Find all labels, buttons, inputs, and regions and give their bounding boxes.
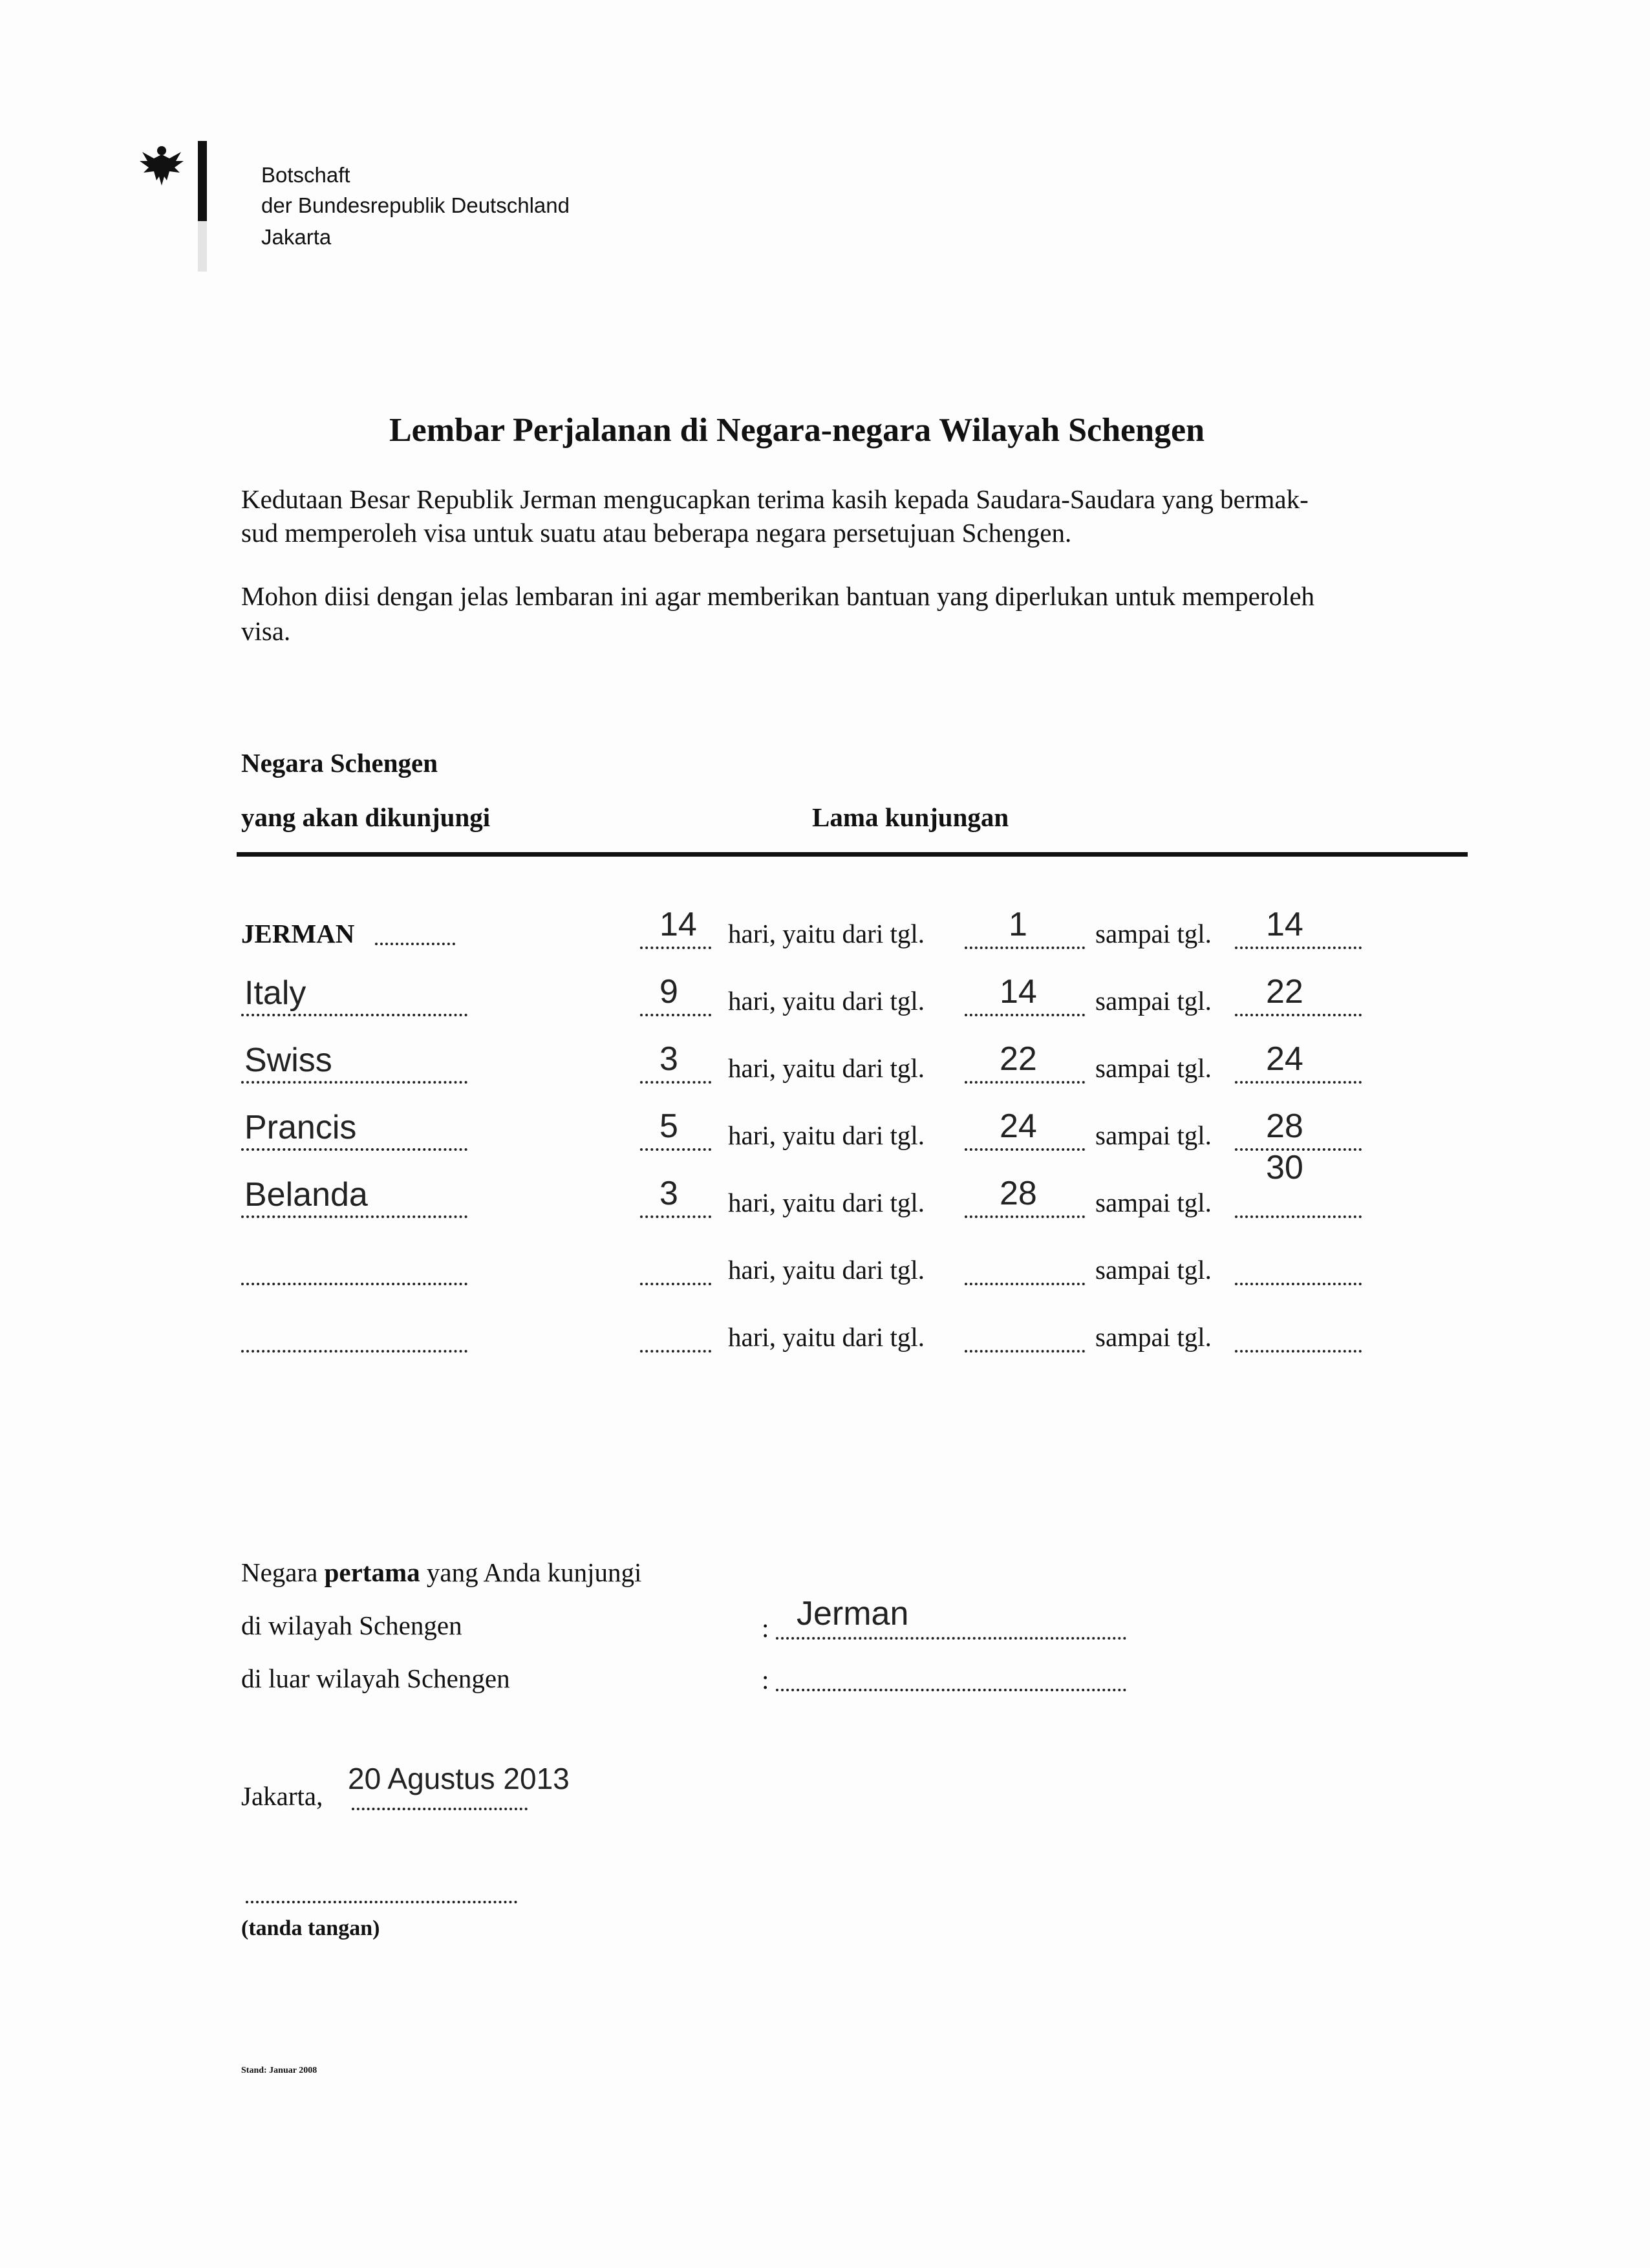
days-value: 3 — [659, 1175, 678, 1212]
to-date-value: 24 — [1266, 1040, 1303, 1078]
days-value: 5 — [659, 1107, 678, 1145]
to-date-field[interactable] — [1235, 1081, 1362, 1084]
col2-header: Lama kunjungan — [812, 802, 1009, 832]
from-date-field[interactable] — [965, 1350, 1085, 1353]
days-value: 14 — [659, 906, 697, 943]
days-field[interactable] — [640, 1081, 711, 1084]
to-date-field[interactable] — [1235, 1283, 1362, 1285]
days-field[interactable] — [640, 1148, 711, 1151]
country-name: JERMAN — [241, 919, 355, 948]
to-date-field[interactable] — [1235, 1215, 1362, 1218]
to-date-value: 30 — [1266, 1149, 1303, 1186]
inside-schengen-label: di wilayah Schengen — [241, 1610, 462, 1640]
hari-text: hari, yaitu dari tgl. — [728, 1120, 925, 1150]
days-field[interactable] — [640, 1215, 711, 1218]
signature-date: 20 Agustus 2013 — [348, 1762, 570, 1795]
inside-colon: : — [762, 1613, 769, 1643]
from-date-field[interactable] — [965, 1081, 1085, 1084]
country-field[interactable] — [241, 1148, 467, 1151]
sampai-text: sampai tgl. — [1095, 1322, 1212, 1352]
days-field[interactable] — [640, 947, 711, 949]
from-date-value: 24 — [1000, 1107, 1037, 1145]
org-line-1: Botschaft — [261, 163, 350, 187]
to-date-value: 14 — [1266, 906, 1303, 943]
country-field[interactable] — [375, 943, 455, 945]
signature-field[interactable] — [246, 1901, 517, 1903]
page-title: Lembar Perjalanan di Negara-negara Wilayah Schengen — [389, 412, 1205, 449]
sampai-text: sampai tgl. — [1095, 1188, 1212, 1217]
sampai-text: sampai tgl. — [1095, 986, 1212, 1016]
country-name: Swiss — [244, 1042, 332, 1079]
stand-note: Stand: Januar 2008 — [241, 2066, 317, 2075]
hari-text: hari, yaitu dari tgl. — [728, 1188, 925, 1217]
country-field[interactable] — [241, 1081, 467, 1084]
col1-header-line1: Negara Schengen — [241, 748, 438, 778]
hari-text: hari, yaitu dari tgl. — [728, 1322, 925, 1352]
inside-schengen-value: Jerman — [797, 1595, 909, 1632]
letterhead-bar — [198, 141, 207, 221]
org-line-2: der Bundesrepublik Deutschland — [261, 193, 570, 217]
first-country-label-bold: pertama — [324, 1557, 420, 1587]
to-date-field[interactable] — [1235, 1350, 1362, 1353]
hari-text: hari, yaitu dari tgl. — [728, 919, 925, 948]
date-field[interactable] — [352, 1808, 528, 1810]
hari-text: hari, yaitu dari tgl. — [728, 1053, 925, 1083]
from-date-value: 22 — [1000, 1040, 1037, 1078]
first-country-label — [241, 1559, 641, 1586]
days-value: 3 — [659, 1040, 678, 1078]
from-date-field[interactable] — [965, 947, 1085, 949]
from-date-field[interactable] — [965, 1148, 1085, 1151]
country-field[interactable] — [241, 1215, 467, 1218]
country-name: Prancis — [244, 1109, 357, 1146]
from-date-value: 28 — [1000, 1175, 1037, 1212]
from-date-value: 1 — [1009, 906, 1027, 943]
to-date-value: 22 — [1266, 973, 1303, 1011]
country-field[interactable] — [241, 1014, 467, 1016]
to-date-field[interactable] — [1235, 947, 1362, 949]
sampai-text: sampai tgl. — [1095, 1120, 1212, 1150]
intro-p1-line2: sud memperoleh visa untuk suatu atau beberapa negara persetujuan Schengen. — [241, 518, 1072, 548]
federal-eagle-icon — [136, 139, 188, 191]
sampai-text: sampai tgl. — [1095, 1255, 1212, 1285]
from-date-value: 14 — [1000, 973, 1037, 1011]
intro-p1-line1: Kedutaan Besar Republik Jerman mengucapkan terima kasih kepada Saudara-Saudara yang bermak- — [241, 484, 1309, 514]
days-field[interactable] — [640, 1283, 711, 1285]
letterhead-bar-shadow — [198, 221, 207, 272]
signature-label: (tanda tangan) — [241, 1916, 380, 1940]
signature-place: Jakarta, — [241, 1781, 323, 1811]
inside-schengen-field[interactable] — [776, 1637, 1126, 1640]
sampai-text: sampai tgl. — [1095, 919, 1212, 948]
sampai-text: sampai tgl. — [1095, 1053, 1212, 1083]
org-line-3: Jakarta — [261, 225, 332, 249]
intro-p2-line2: visa. — [241, 616, 291, 646]
outside-colon: : — [762, 1665, 769, 1695]
days-field[interactable] — [640, 1014, 711, 1016]
hari-text: hari, yaitu dari tgl. — [728, 1255, 925, 1285]
to-date-field[interactable] — [1235, 1014, 1362, 1016]
country-name: Italy — [244, 974, 306, 1012]
days-value: 9 — [659, 973, 678, 1011]
first-country-label-post: yang Anda kunjungi — [420, 1557, 642, 1587]
first-country-label-pre: Negara — [241, 1557, 325, 1587]
from-date-field[interactable] — [965, 1014, 1085, 1016]
from-date-field[interactable] — [965, 1283, 1085, 1285]
hari-text: hari, yaitu dari tgl. — [728, 986, 925, 1016]
country-field[interactable] — [241, 1283, 467, 1285]
to-date-value: 28 — [1266, 1107, 1303, 1145]
country-name: Belanda — [244, 1176, 368, 1214]
from-date-field[interactable] — [965, 1215, 1085, 1218]
outside-schengen-label: di luar wilayah Schengen — [241, 1664, 510, 1693]
col1-header-line2: yang akan dikunjungi — [241, 802, 491, 832]
country-field[interactable] — [241, 1350, 467, 1353]
intro-p2-line1: Mohon diisi dengan jelas lembaran ini agar memberikan bantuan yang diperlukan untuk memperoleh — [241, 581, 1315, 611]
days-field[interactable] — [640, 1350, 711, 1353]
eagle-logo — [136, 139, 188, 191]
outside-schengen-field[interactable] — [776, 1689, 1126, 1691]
header-divider — [237, 852, 1468, 857]
